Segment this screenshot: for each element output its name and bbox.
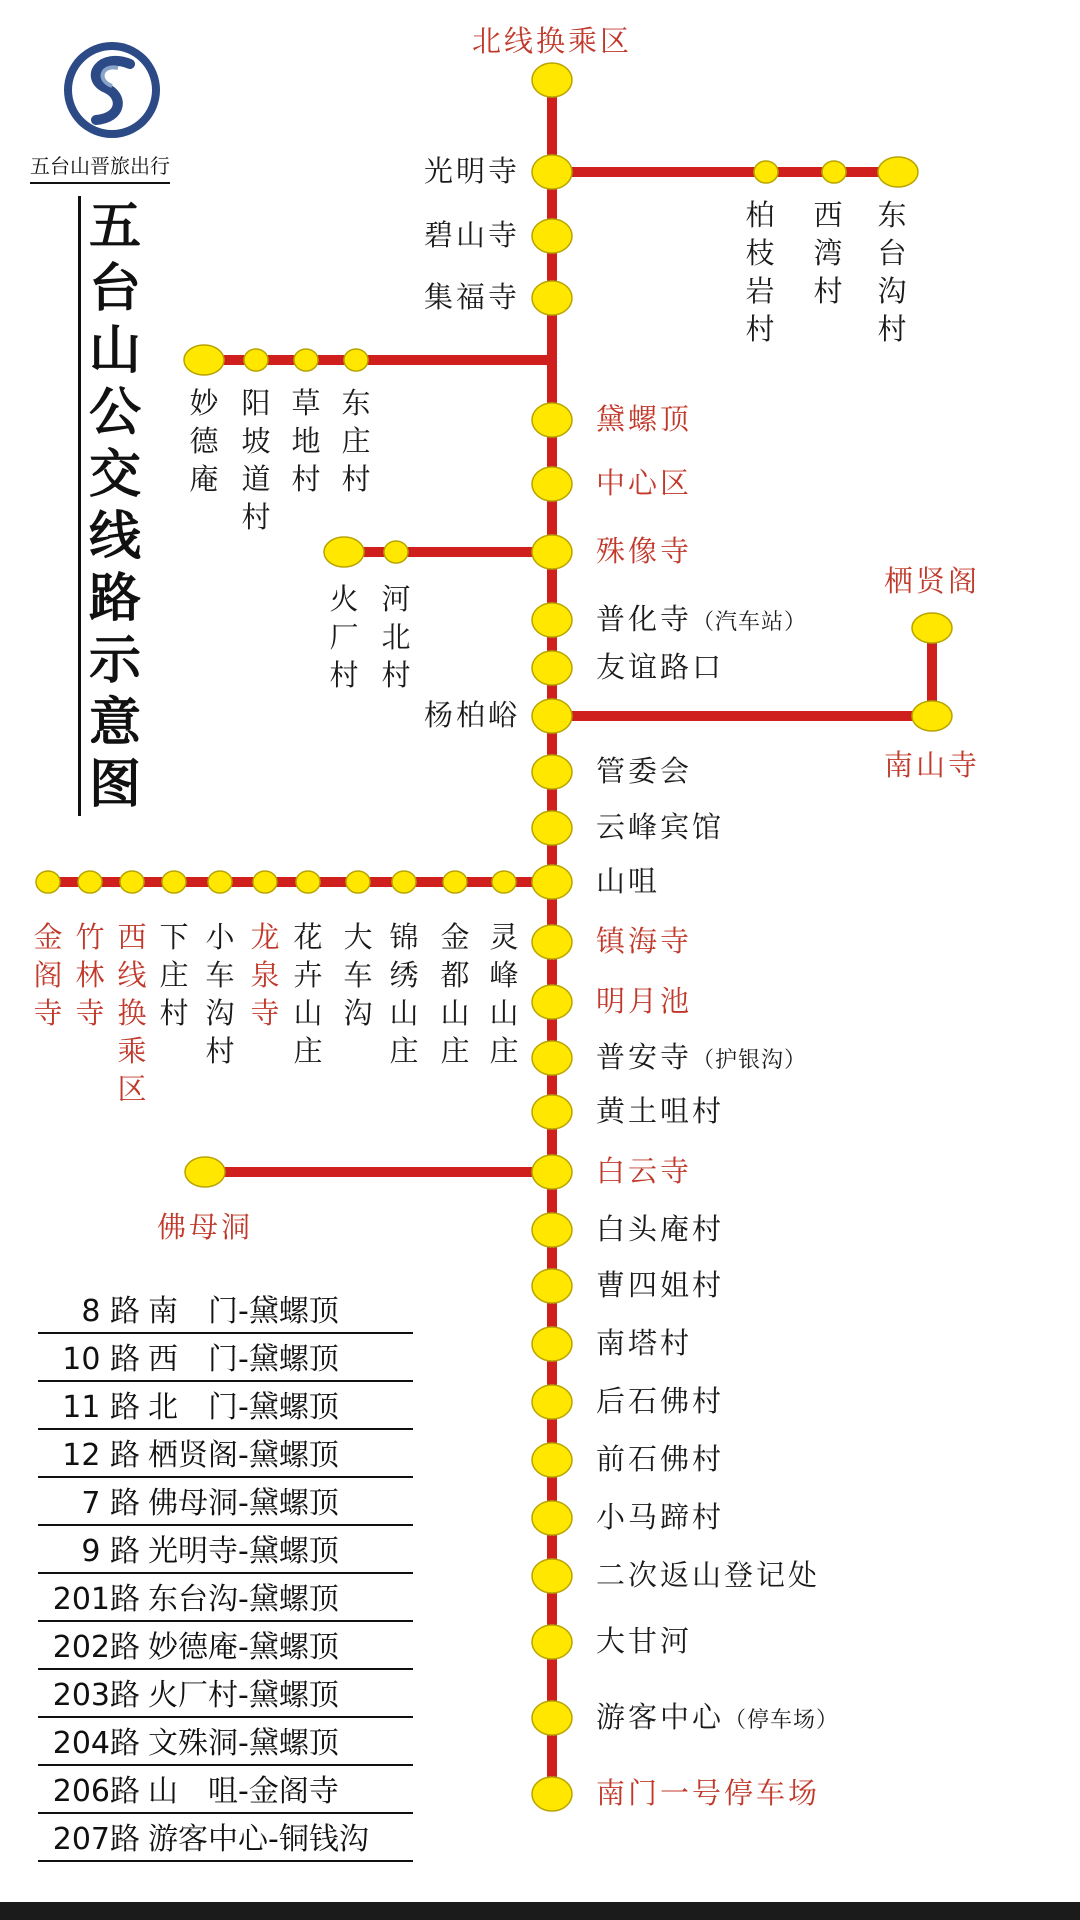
- branch-stop: [754, 161, 778, 183]
- branch-stop: [346, 871, 370, 893]
- station-name: 集福寺: [423, 280, 520, 314]
- main-stop: [532, 1155, 572, 1189]
- branch-station-label: 竹林寺: [75, 920, 105, 1030]
- station-name: 前石佛村: [596, 1442, 725, 1476]
- branch-station-label: 大车沟: [343, 920, 373, 1030]
- main-stop: [532, 1559, 572, 1593]
- station-label: [596, 1558, 821, 1592]
- branch-station-label: 妙德庵: [189, 386, 219, 496]
- logo-text: 五台山晋旅出行: [30, 150, 170, 184]
- branch-stop: [36, 871, 60, 893]
- route-number: 202路: [52, 1630, 140, 1665]
- branch-station-label: 东庄村: [341, 386, 371, 496]
- station-label: [596, 1700, 840, 1734]
- branch-stop: [120, 871, 144, 893]
- branch-station-label: 下庄村: [159, 920, 189, 1030]
- branch-stop: [184, 345, 224, 375]
- station-name: 杨柏峪: [423, 698, 520, 732]
- route-description: 火厂村-黛螺顶: [148, 1678, 339, 1713]
- branch-station-label: 阳坡道村: [241, 386, 271, 534]
- main-stop: [532, 1095, 572, 1129]
- route-row: [38, 1532, 413, 1574]
- main-stop: [532, 699, 572, 733]
- route-description: 游客中心-铜钱沟: [148, 1822, 369, 1857]
- station-label: [596, 1268, 725, 1302]
- route-description: 光明寺-黛螺顶: [148, 1534, 339, 1569]
- route-number: 12 路: [62, 1438, 140, 1473]
- station-name: 栖贤阁: [883, 564, 981, 598]
- station-name: 管委会: [596, 754, 693, 788]
- station-label: [596, 402, 693, 436]
- route-row: [38, 1436, 413, 1478]
- station-name: 殊像寺: [596, 534, 693, 568]
- branch-station-label: 龙泉寺: [250, 920, 280, 1030]
- station-name: 小马蹄村: [596, 1500, 725, 1534]
- branch-stop: [208, 871, 232, 893]
- branch-stop: [912, 701, 952, 731]
- station-name: 友谊路口: [596, 650, 725, 684]
- main-stop: [532, 63, 572, 97]
- branch-stop: [822, 161, 846, 183]
- station-label: [596, 1384, 725, 1418]
- station-label: [423, 280, 520, 314]
- route-number: 203路: [52, 1678, 140, 1713]
- branch-station-label: 柏枝岩村: [745, 198, 775, 346]
- branch-stop: [324, 537, 364, 567]
- route-number: 7 路: [81, 1486, 140, 1521]
- route-description: 栖贤阁-黛螺顶: [148, 1438, 339, 1473]
- route-number: 201路: [52, 1582, 140, 1617]
- station-label: [596, 984, 693, 1018]
- station-label: [423, 218, 520, 252]
- main-stop: [532, 1501, 572, 1535]
- station-label: [596, 1212, 725, 1246]
- station-name: 南塔村: [596, 1326, 693, 1360]
- station-label: [596, 810, 725, 844]
- branch-stop: [296, 871, 320, 893]
- bottom-bar: [0, 1902, 1080, 1920]
- station-name: 北线换乘区: [471, 24, 633, 58]
- station-name: 南门一号停车场: [596, 1776, 821, 1810]
- station-name: 黄土咀村: [596, 1094, 725, 1128]
- branch-station-label: 金都山庄: [440, 920, 470, 1068]
- route-description: 北 门-黛螺顶: [148, 1390, 339, 1425]
- main-stop: [532, 755, 572, 789]
- branch-stop: [78, 871, 102, 893]
- station-label: [596, 924, 693, 958]
- route-row: [38, 1388, 413, 1430]
- branch-station-label: 西线换乘区: [117, 920, 147, 1106]
- main-stop: [532, 155, 572, 189]
- branch-station-label: 火厂村: [329, 582, 359, 692]
- route-number: 8 路: [81, 1294, 140, 1329]
- station-name: 佛母洞: [156, 1210, 254, 1244]
- station-name: 南山寺: [883, 748, 981, 782]
- station-note: （护银沟）: [692, 1048, 808, 1073]
- station-name: 中心区: [596, 466, 693, 500]
- branch-station-label: 西湾村: [813, 198, 843, 308]
- station-label: [596, 1326, 693, 1360]
- station-label: [596, 1040, 808, 1074]
- station-name: 二次返山登记处: [596, 1558, 821, 1592]
- station-name: 山咀: [596, 864, 661, 898]
- branch-station-label: 草地村: [291, 386, 321, 496]
- station-label: [423, 154, 520, 188]
- station-label: [596, 650, 725, 684]
- branch-stop: [185, 1157, 225, 1187]
- branch-stop: [384, 541, 408, 563]
- route-number: 9 路: [81, 1534, 140, 1569]
- branch-stop: [878, 157, 918, 187]
- station-name: 镇海寺: [596, 924, 693, 958]
- main-stop: [532, 865, 572, 899]
- station-label: [596, 534, 693, 568]
- page-title: 五台山公交线路示意图: [78, 196, 145, 816]
- main-stop: [532, 1625, 572, 1659]
- route-description: 文殊洞-黛螺顶: [148, 1726, 339, 1761]
- station-name: 普化寺: [596, 602, 693, 636]
- station-name: 曹四姐村: [596, 1268, 725, 1302]
- station-label: [596, 466, 693, 500]
- station-name: 光明寺: [423, 154, 520, 188]
- route-description: 佛母洞-黛螺顶: [148, 1486, 339, 1521]
- station-label: [596, 754, 693, 788]
- station-label: [883, 748, 981, 782]
- branch-station-label: 金阁寺: [33, 920, 63, 1030]
- main-stop: [532, 467, 572, 501]
- route-description: 南 门-黛螺顶: [148, 1294, 339, 1329]
- route-row: [38, 1628, 413, 1670]
- route-description: 妙德庵-黛螺顶: [148, 1630, 339, 1665]
- main-stop: [532, 219, 572, 253]
- route-description: 西 门-黛螺顶: [148, 1342, 339, 1377]
- route-description: 东台沟-黛螺顶: [148, 1582, 339, 1617]
- main-stop: [532, 1213, 572, 1247]
- route-row: [38, 1772, 413, 1814]
- branch-stop: [492, 871, 516, 893]
- branch-station-label: 东台沟村: [877, 198, 907, 346]
- route-number: 204路: [52, 1726, 140, 1761]
- station-label: [596, 1154, 693, 1188]
- route-description: 山 咀-金阁寺: [148, 1774, 339, 1809]
- branch-stop: [392, 871, 416, 893]
- main-stop: [532, 925, 572, 959]
- station-name: 云峰宾馆: [596, 810, 725, 844]
- branch-stop: [162, 871, 186, 893]
- station-name: 黛螺顶: [596, 402, 693, 436]
- branch-stop: [443, 871, 467, 893]
- station-label: [156, 1210, 254, 1244]
- station-label: [596, 1442, 725, 1476]
- route-number: 206路: [52, 1774, 140, 1809]
- route-number: 11 路: [62, 1390, 140, 1425]
- branch-stop: [244, 349, 268, 371]
- route-row: [38, 1484, 413, 1526]
- route-row: [38, 1580, 413, 1622]
- branch-stop: [344, 349, 368, 371]
- station-label: [596, 1500, 725, 1534]
- main-stop: [532, 651, 572, 685]
- main-stop: [532, 985, 572, 1019]
- station-label: [471, 24, 633, 58]
- route-row: [38, 1340, 413, 1382]
- main-stop: [532, 1385, 572, 1419]
- station-name: 白云寺: [596, 1154, 693, 1188]
- route-row: [38, 1724, 413, 1766]
- station-name: 白头庵村: [596, 1212, 725, 1246]
- branch-station-label: 河北村: [381, 582, 411, 692]
- main-stop: [532, 1269, 572, 1303]
- station-label: [596, 1776, 821, 1810]
- station-label: [596, 602, 808, 636]
- route-row: [38, 1820, 413, 1862]
- station-label: [596, 1094, 725, 1128]
- station-label: [596, 1624, 693, 1658]
- station-name: 明月池: [596, 984, 693, 1018]
- route-row: [38, 1292, 413, 1334]
- main-stop: [532, 1041, 572, 1075]
- station-label: [596, 864, 661, 898]
- station-name: 后石佛村: [596, 1384, 725, 1418]
- branch-station-label: 小车沟村: [205, 920, 235, 1068]
- branch-stop: [253, 871, 277, 893]
- main-stop: [532, 403, 572, 437]
- branch-station-label: 锦绣山庄: [389, 920, 419, 1068]
- main-stop: [532, 535, 572, 569]
- main-stop: [532, 1777, 572, 1811]
- route-row: [38, 1676, 413, 1718]
- route-number: 10 路: [62, 1342, 140, 1377]
- station-label: [883, 564, 981, 598]
- station-name: 大甘河: [596, 1624, 693, 1658]
- main-stop: [532, 1701, 572, 1735]
- main-stop: [532, 281, 572, 315]
- station-name: 游客中心: [596, 1700, 725, 1734]
- station-note: （停车场）: [724, 1708, 840, 1733]
- main-stop: [532, 1327, 572, 1361]
- station-note: （汽车站）: [692, 610, 808, 635]
- station-name: 碧山寺: [423, 218, 520, 252]
- main-stop: [532, 1443, 572, 1477]
- branch-station-label: 灵峰山庄: [489, 920, 519, 1068]
- main-stop: [532, 811, 572, 845]
- branch-stop: [912, 613, 952, 643]
- branch-stop: [294, 349, 318, 371]
- branch-station-label: 花卉山庄: [293, 920, 323, 1068]
- station-name: 普安寺: [596, 1040, 693, 1074]
- main-stop: [532, 603, 572, 637]
- station-label: [423, 698, 520, 732]
- route-number: 207路: [52, 1822, 140, 1857]
